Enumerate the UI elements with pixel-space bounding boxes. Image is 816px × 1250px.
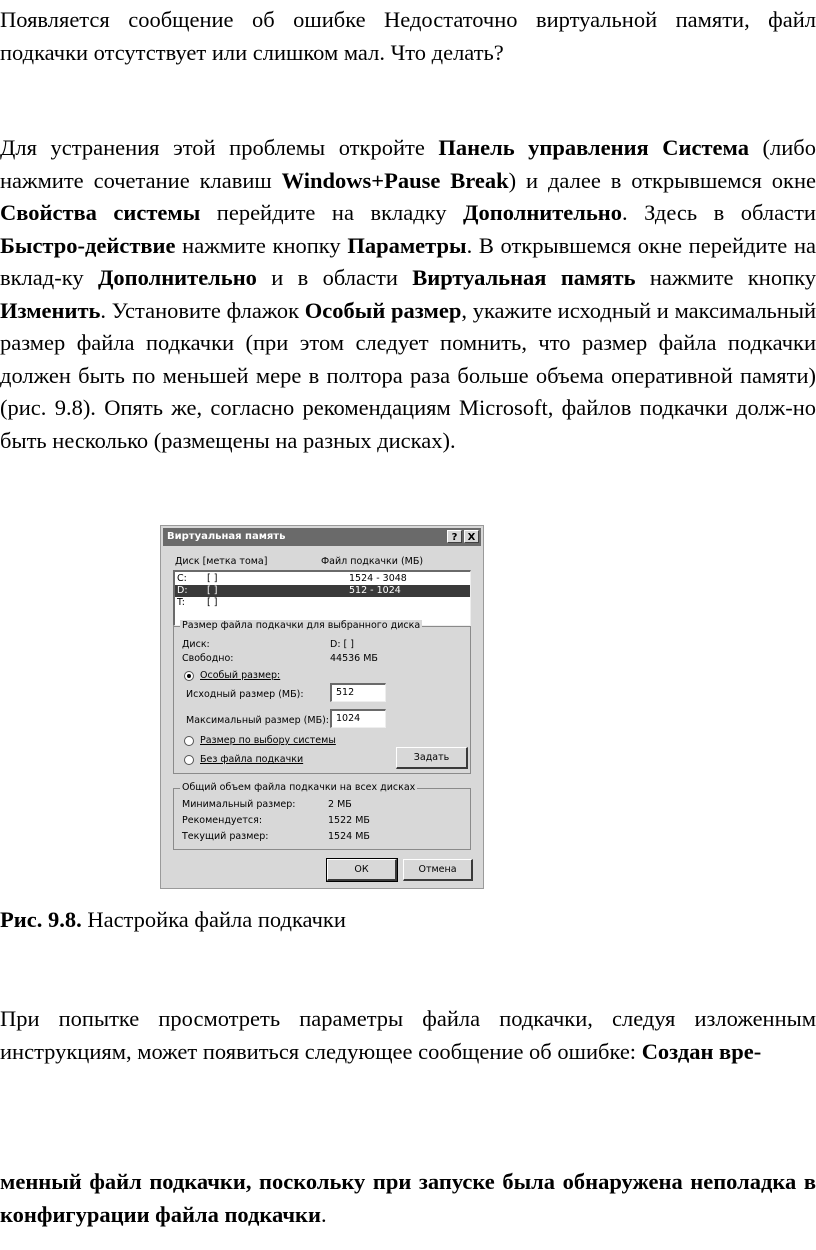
total-pagefile-group (173, 782, 471, 850)
selected-drive-legend: Размер файла подкачки для выбранного диска (182, 620, 421, 631)
drive-list[interactable] (173, 570, 471, 626)
ok-button[interactable]: ОК (327, 859, 397, 881)
bold-run: Дополнительно (463, 200, 623, 225)
text-run: нажмите кнопку (635, 265, 816, 290)
text-run: Для устранения этой проблемы откройте (0, 135, 439, 160)
intro-paragraph (0, 4, 816, 69)
disk-label: Диск: (182, 639, 210, 650)
figure-caption (0, 904, 816, 937)
drive-row-d[interactable] (175, 585, 470, 597)
total-legend: Общий объем файла подкачки на всех дисках (182, 782, 416, 793)
system-managed-label[interactable]: Размер по выбору системы (200, 735, 336, 746)
drive-label: [ ] (207, 597, 218, 608)
text-run: нажмите кнопку (175, 232, 348, 258)
text-run: (либо нажмите сочетание клавиш (0, 135, 816, 193)
instructions-paragraph (0, 132, 816, 457)
bold-run: Параметры (347, 232, 467, 258)
text-run: и в области (256, 265, 413, 290)
caption-text: Настройка файла подкачки (81, 907, 346, 932)
text-run: . В открывшемся окне перейдите на вклад-ку (0, 232, 816, 290)
initial-size-label: Исходный размер (МБ): (186, 689, 304, 700)
text-run: При попытке просмотреть параметры файла подкачки, следуя изложенным инструкциям, может появиться следующее сообщение об ошибке: (0, 1006, 816, 1064)
set-button[interactable]: Задать (396, 747, 468, 769)
text-run: . Установите флажок (100, 297, 305, 323)
text-run: перейдите на вкладку (200, 200, 464, 225)
dialog-title: Виртуальная память (167, 531, 286, 542)
close-button[interactable]: X (464, 530, 479, 543)
current-size-value: 1524 МБ (328, 831, 370, 842)
bold-run: Быстро-действие (0, 232, 176, 258)
recommended-label: Рекомендуется: (182, 815, 263, 826)
bold-run: Панель управления Система (438, 135, 749, 160)
dialog-titlebar (163, 528, 481, 546)
system-managed-radio[interactable] (184, 736, 194, 746)
bold-run: Виртуальная память (412, 265, 636, 290)
max-size-input[interactable]: 1024 (330, 709, 386, 728)
disk-value: D: [ ] (330, 639, 354, 650)
custom-size-label[interactable]: Особый размер: (200, 670, 281, 681)
drive-size: 1524 - 3048 (349, 573, 407, 584)
current-size-label: Текущий размер: (182, 831, 269, 842)
no-paging-radio[interactable] (184, 755, 194, 765)
bold-run: Windows+Pause Break (281, 167, 509, 193)
bold-run: Дополнительно (97, 265, 257, 290)
column-header-pagefile: Файл подкачки (МБ) (321, 556, 424, 567)
max-size-label: Максимальный размер (МБ): (186, 715, 330, 726)
text-run: . (320, 1201, 327, 1227)
drive-size: 512 - 1024 (349, 585, 401, 596)
column-header-disk: Диск [метка тома] (175, 556, 268, 567)
bold-run: Свойства системы (0, 200, 201, 225)
drive-letter: C: (177, 573, 187, 584)
virtual-memory-dialog (160, 525, 484, 889)
pagefile-error-paragraph (0, 1003, 816, 1068)
custom-size-radio[interactable] (184, 671, 194, 681)
drive-label: [ ] (207, 573, 218, 584)
initial-size-input[interactable]: 512 (330, 683, 386, 702)
free-value: 44536 МБ (330, 653, 378, 664)
min-size-label: Минимальный размер: (182, 799, 296, 810)
drive-row-c[interactable] (175, 573, 470, 585)
recommended-value: 1522 МБ (328, 815, 370, 826)
no-paging-label[interactable]: Без файла подкачки (200, 754, 304, 765)
text-run: . Здесь в области (622, 200, 816, 225)
drive-letter: D: (177, 585, 188, 596)
help-button[interactable]: ? (447, 530, 462, 543)
bold-run: Особый размер (304, 297, 462, 323)
intro-text: Появляется сообщение об ошибке Недостаточно виртуальной памяти, файл подкачки отсутствует или слишком мал. Что делать? (0, 7, 816, 65)
pagefile-error-continuation (0, 1166, 816, 1231)
bold-run: Изменить (0, 297, 101, 323)
text-run: ) и далее в открывшемся окне (508, 167, 816, 193)
drive-letter: T: (177, 597, 185, 608)
drive-label: [ ] (207, 585, 218, 596)
bold-run: менный файл подкачки, поскольку при запуске была обнаружена неполадка в конфигурации файла подкачки (0, 1169, 816, 1227)
selected-drive-group (173, 620, 471, 774)
min-size-value: 2 МБ (328, 799, 352, 810)
free-label: Свободно: (182, 653, 234, 664)
bold-run: Создан вре- (641, 1038, 762, 1064)
cancel-button[interactable]: Отмена (403, 859, 473, 881)
drive-row-t[interactable] (175, 597, 470, 609)
text-run: , укажите исходный и максимальный размер файла подкачки (при этом следует помнить, что размер файла подкачки должен быть по меньшей мере в полтора раза больше объема оперативной памяти) (рис. 9.8). Опять же, согласно рекомендациям Microsoft, файлов подкачки долж-но быть несколько (размещены на разных дисках). (0, 297, 816, 453)
caption-label: Рис. 9.8. (0, 907, 82, 932)
